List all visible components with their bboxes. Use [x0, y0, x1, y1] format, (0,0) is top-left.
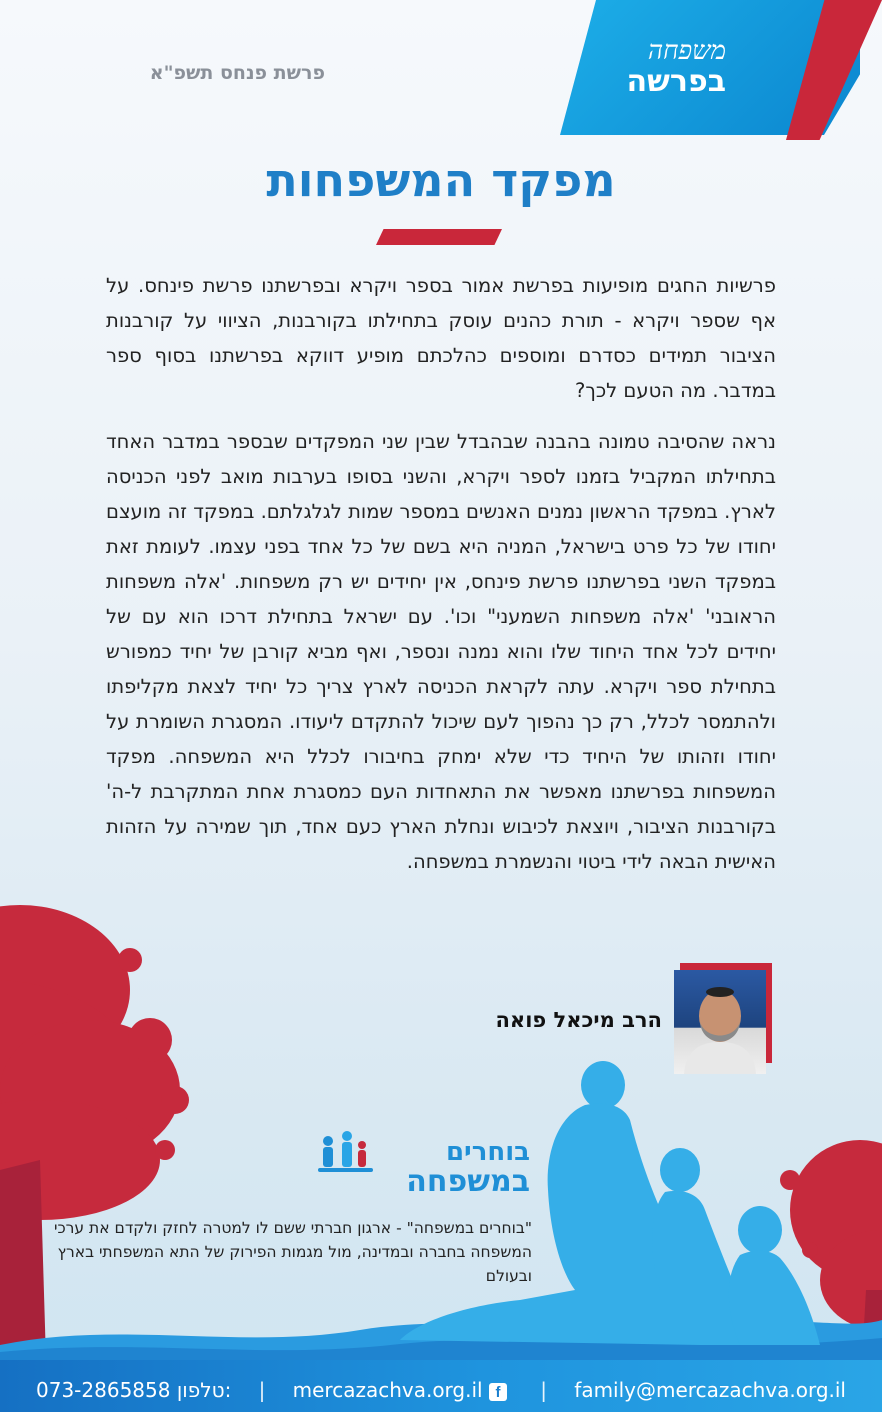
article-paragraph-2: נראה שהסיבה טמונה בהבנה שבהבדל שבין שני המפקדים שבספר במדבר האחד בתחילתו המקביל בזמנו לספר ויקרא, והשני בסופו בערבות מואב לפני הכניסה לארץ. במפקד הראשון נמנים האנשים במספר שמות לגלגלתם. במפקד זה מועצם יחודו של כל פרט בישראל, המניה היא בשם של כל אחד בפני עצמו. לעומת זאת במפקד השני בפרשתנו פרשת פינחס, אין יחידים יש רק משפחות. 'אלה משפחות הראובני' 'אלה משפחות השמעני" וכו'. עם ישראל בתחילת דרכו הוא עם של יחידים לכל אחד היחוד שלו והוא נמנה ונספר, ואף מביא קורבן של יחיד כמפורש בתחילת ספר ויקרא. עתה לקראת הכניסה לארץ צריך כל יחיד לצאת מקליפתו ולהתמסר לכלל, רק כך נהפוך לעם שיכול להתקדם ליעודו. המסגרת השומרת על יחודו וזהותו של היחיד כדי שלא ימחק בחיבורו לכלל היא המשפחה. מפקד המשפחות בפרשתנו מאפשר את התאחדות העם כמסגרת אחת המתקרבת ל-ה' בקורבנות הציבור, ויוצאת לכיבוש ונחלת הארץ כעם אחד, תוך שמירה על הזהות האישית הבאה לידי ביטוי והנשמרת במשפחה.: [106, 430, 776, 873]
org-logo-figures-icon: [318, 1131, 373, 1172]
org-logo-line1: בוחרים: [445, 1137, 530, 1167]
org-logo-line2: במשפחה: [406, 1164, 530, 1199]
footer-separator-2: |: [540, 1378, 547, 1402]
page-title: מפקד המשפחות: [266, 153, 616, 207]
footer-contacts: [36, 1372, 846, 1408]
author-portrait-icon: [674, 970, 766, 1074]
family-silhouette-icon: [400, 1061, 820, 1345]
facebook-icon[interactable]: f: [489, 1383, 507, 1401]
footer-separator-1: |: [258, 1378, 266, 1402]
article-paragraph-1: פרשיות החגים מופיעות בפרשת אמור בספר ויקרא ובפרשתנו פרשת פינחס. על אף שספר ויקרא - תורת כהנים עוסק בתחילתו בקורבנות, הציווי על קורבנות הציבור תמידים כסדרם ומוספים כהלכתם מופיע דווקא בפרשתנו בסוף ספר במדבר. מה הטעם לכך?: [106, 274, 776, 402]
org-logo: [380, 1138, 530, 1198]
footer-phone-group: [36, 1378, 231, 1402]
brand-line2: בפרשה: [626, 64, 726, 99]
footer-email[interactable]: family@mercazachva.org.il: [574, 1378, 846, 1402]
footer-phone-label: טלפון:: [176, 1378, 232, 1402]
brand-line1: משפחה: [647, 36, 726, 66]
org-description: "בוחרים במשפחה" - ארגון חברתי ששם לו למטרה לחזק ולקדם את ערכי המשפחה בחברה ובמדינה, מול מגמות הפירוק של התא המשפחתי בארץ ובעולם: [54, 1219, 532, 1285]
author-name: הרב מיכאל פואה: [495, 1008, 662, 1032]
parasha-label: פרשת פנחס תשפ"א: [149, 62, 325, 84]
footer-phone[interactable]: 073-2865858: [36, 1378, 171, 1402]
author-photo: [674, 970, 766, 1074]
footer-website[interactable]: mercazachva.org.il: [292, 1378, 483, 1402]
footer-website-group: [293, 1378, 513, 1402]
